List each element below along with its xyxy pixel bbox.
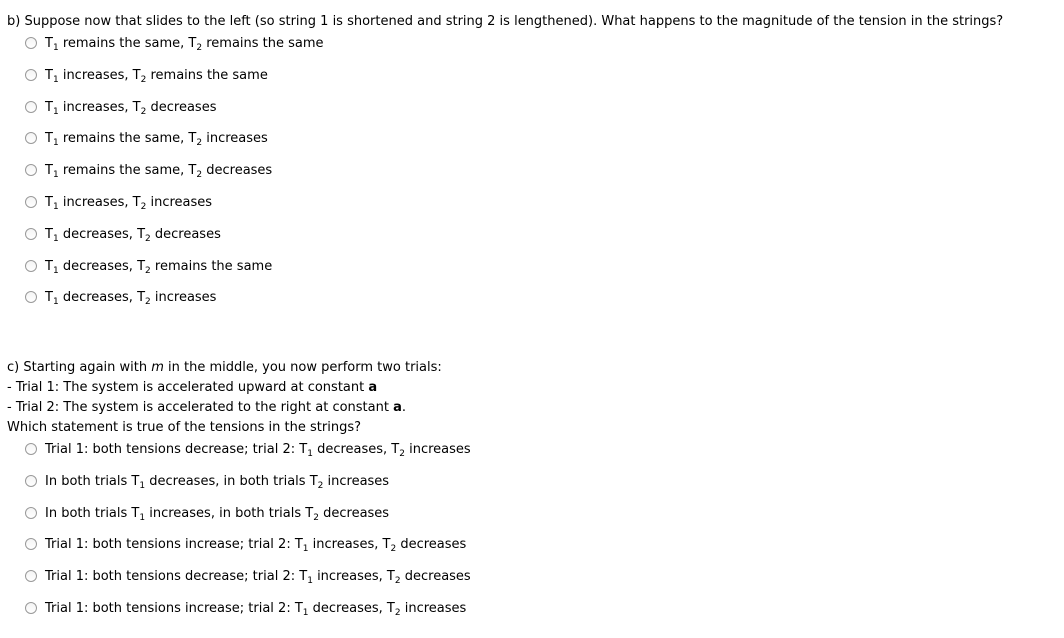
radio-button[interactable]: [25, 196, 37, 208]
option-label: $T_1$ remains the same, $T_2$ remains the same: [45, 35, 324, 53]
radio-button[interactable]: [25, 260, 37, 272]
radio-button[interactable]: [25, 228, 37, 240]
option-label: Trial 1: both tensions increase; trial 2: $T_1$ increases, $T_2$ decreases: [45, 536, 467, 554]
question-c-line-4: Which statement is true of the tensions in the strings?: [7, 420, 362, 435]
radio-button[interactable]: [25, 37, 37, 49]
radio-button[interactable]: [25, 101, 37, 113]
option-label: $T_1$ decreases, $T_2$ remains the same: [45, 258, 273, 276]
option-b-4[interactable]: [25, 129, 268, 147]
option-label: $T_1$ remains the same, $T_2$ decreases: [45, 162, 273, 180]
radio-button[interactable]: [25, 443, 37, 455]
option-b-2[interactable]: [25, 66, 268, 84]
radio-button[interactable]: [25, 475, 37, 487]
option-c-2[interactable]: [25, 472, 389, 490]
question-b-text: b) Suppose now that slides to the left (so string 1 is shortened and string 2 is lengthened). What happens to the magnitude of the tension in the strings?: [7, 14, 1004, 29]
option-label: Trial 1: both tensions increase; trial 2: $T_1$ decreases, $T_2$ increases: [45, 600, 467, 618]
option-label: $T_1$ decreases, $T_2$ decreases: [45, 226, 221, 244]
option-c-4[interactable]: [25, 535, 466, 553]
option-label: In both trials $T_1$ increases, in both trials $T_2$ decreases: [45, 505, 390, 523]
question-c-line-3: - Trial 2: The system is accelerated to the right at constant a.: [7, 400, 407, 415]
option-b-9[interactable]: [25, 288, 216, 306]
option-label: $T_1$ remains the same, $T_2$ increases: [45, 130, 268, 148]
option-b-7[interactable]: [25, 225, 221, 243]
radio-button[interactable]: [25, 69, 37, 81]
option-b-5[interactable]: [25, 161, 272, 179]
question-c-line-2: - Trial 1: The system is accelerated upward at constant a: [7, 380, 378, 395]
radio-button[interactable]: [25, 164, 37, 176]
option-b-3[interactable]: [25, 98, 216, 116]
question-c-line-1: c) Starting again with m in the middle, you now perform two trials:: [7, 360, 442, 375]
radio-button[interactable]: [25, 602, 37, 614]
radio-button[interactable]: [25, 570, 37, 582]
option-label: In both trials $T_1$ decreases, in both trials $T_2$ increases: [45, 473, 390, 491]
option-c-6[interactable]: [25, 599, 466, 617]
radio-button[interactable]: [25, 132, 37, 144]
option-c-3[interactable]: [25, 504, 389, 522]
question-c-text: [7, 358, 442, 438]
option-label: $T_1$ increases, $T_2$ decreases: [45, 99, 217, 117]
option-label: $T_1$ decreases, $T_2$ increases: [45, 289, 217, 307]
option-c-1[interactable]: [25, 440, 471, 458]
radio-button[interactable]: [25, 507, 37, 519]
option-label: Trial 1: both tensions decrease; trial 2: $T_1$ increases, $T_2$ decreases: [45, 568, 471, 586]
option-b-1[interactable]: [25, 34, 324, 52]
option-b-6[interactable]: [25, 193, 212, 211]
radio-button[interactable]: [25, 291, 37, 303]
option-label: Trial 1: both tensions decrease; trial 2: $T_1$ decreases, $T_2$ increases: [45, 441, 471, 459]
option-b-8[interactable]: [25, 257, 272, 275]
option-label: $T_1$ increases, $T_2$ remains the same: [45, 67, 268, 85]
radio-button[interactable]: [25, 538, 37, 550]
option-c-5[interactable]: [25, 567, 471, 585]
option-label: $T_1$ increases, $T_2$ increases: [45, 194, 213, 212]
